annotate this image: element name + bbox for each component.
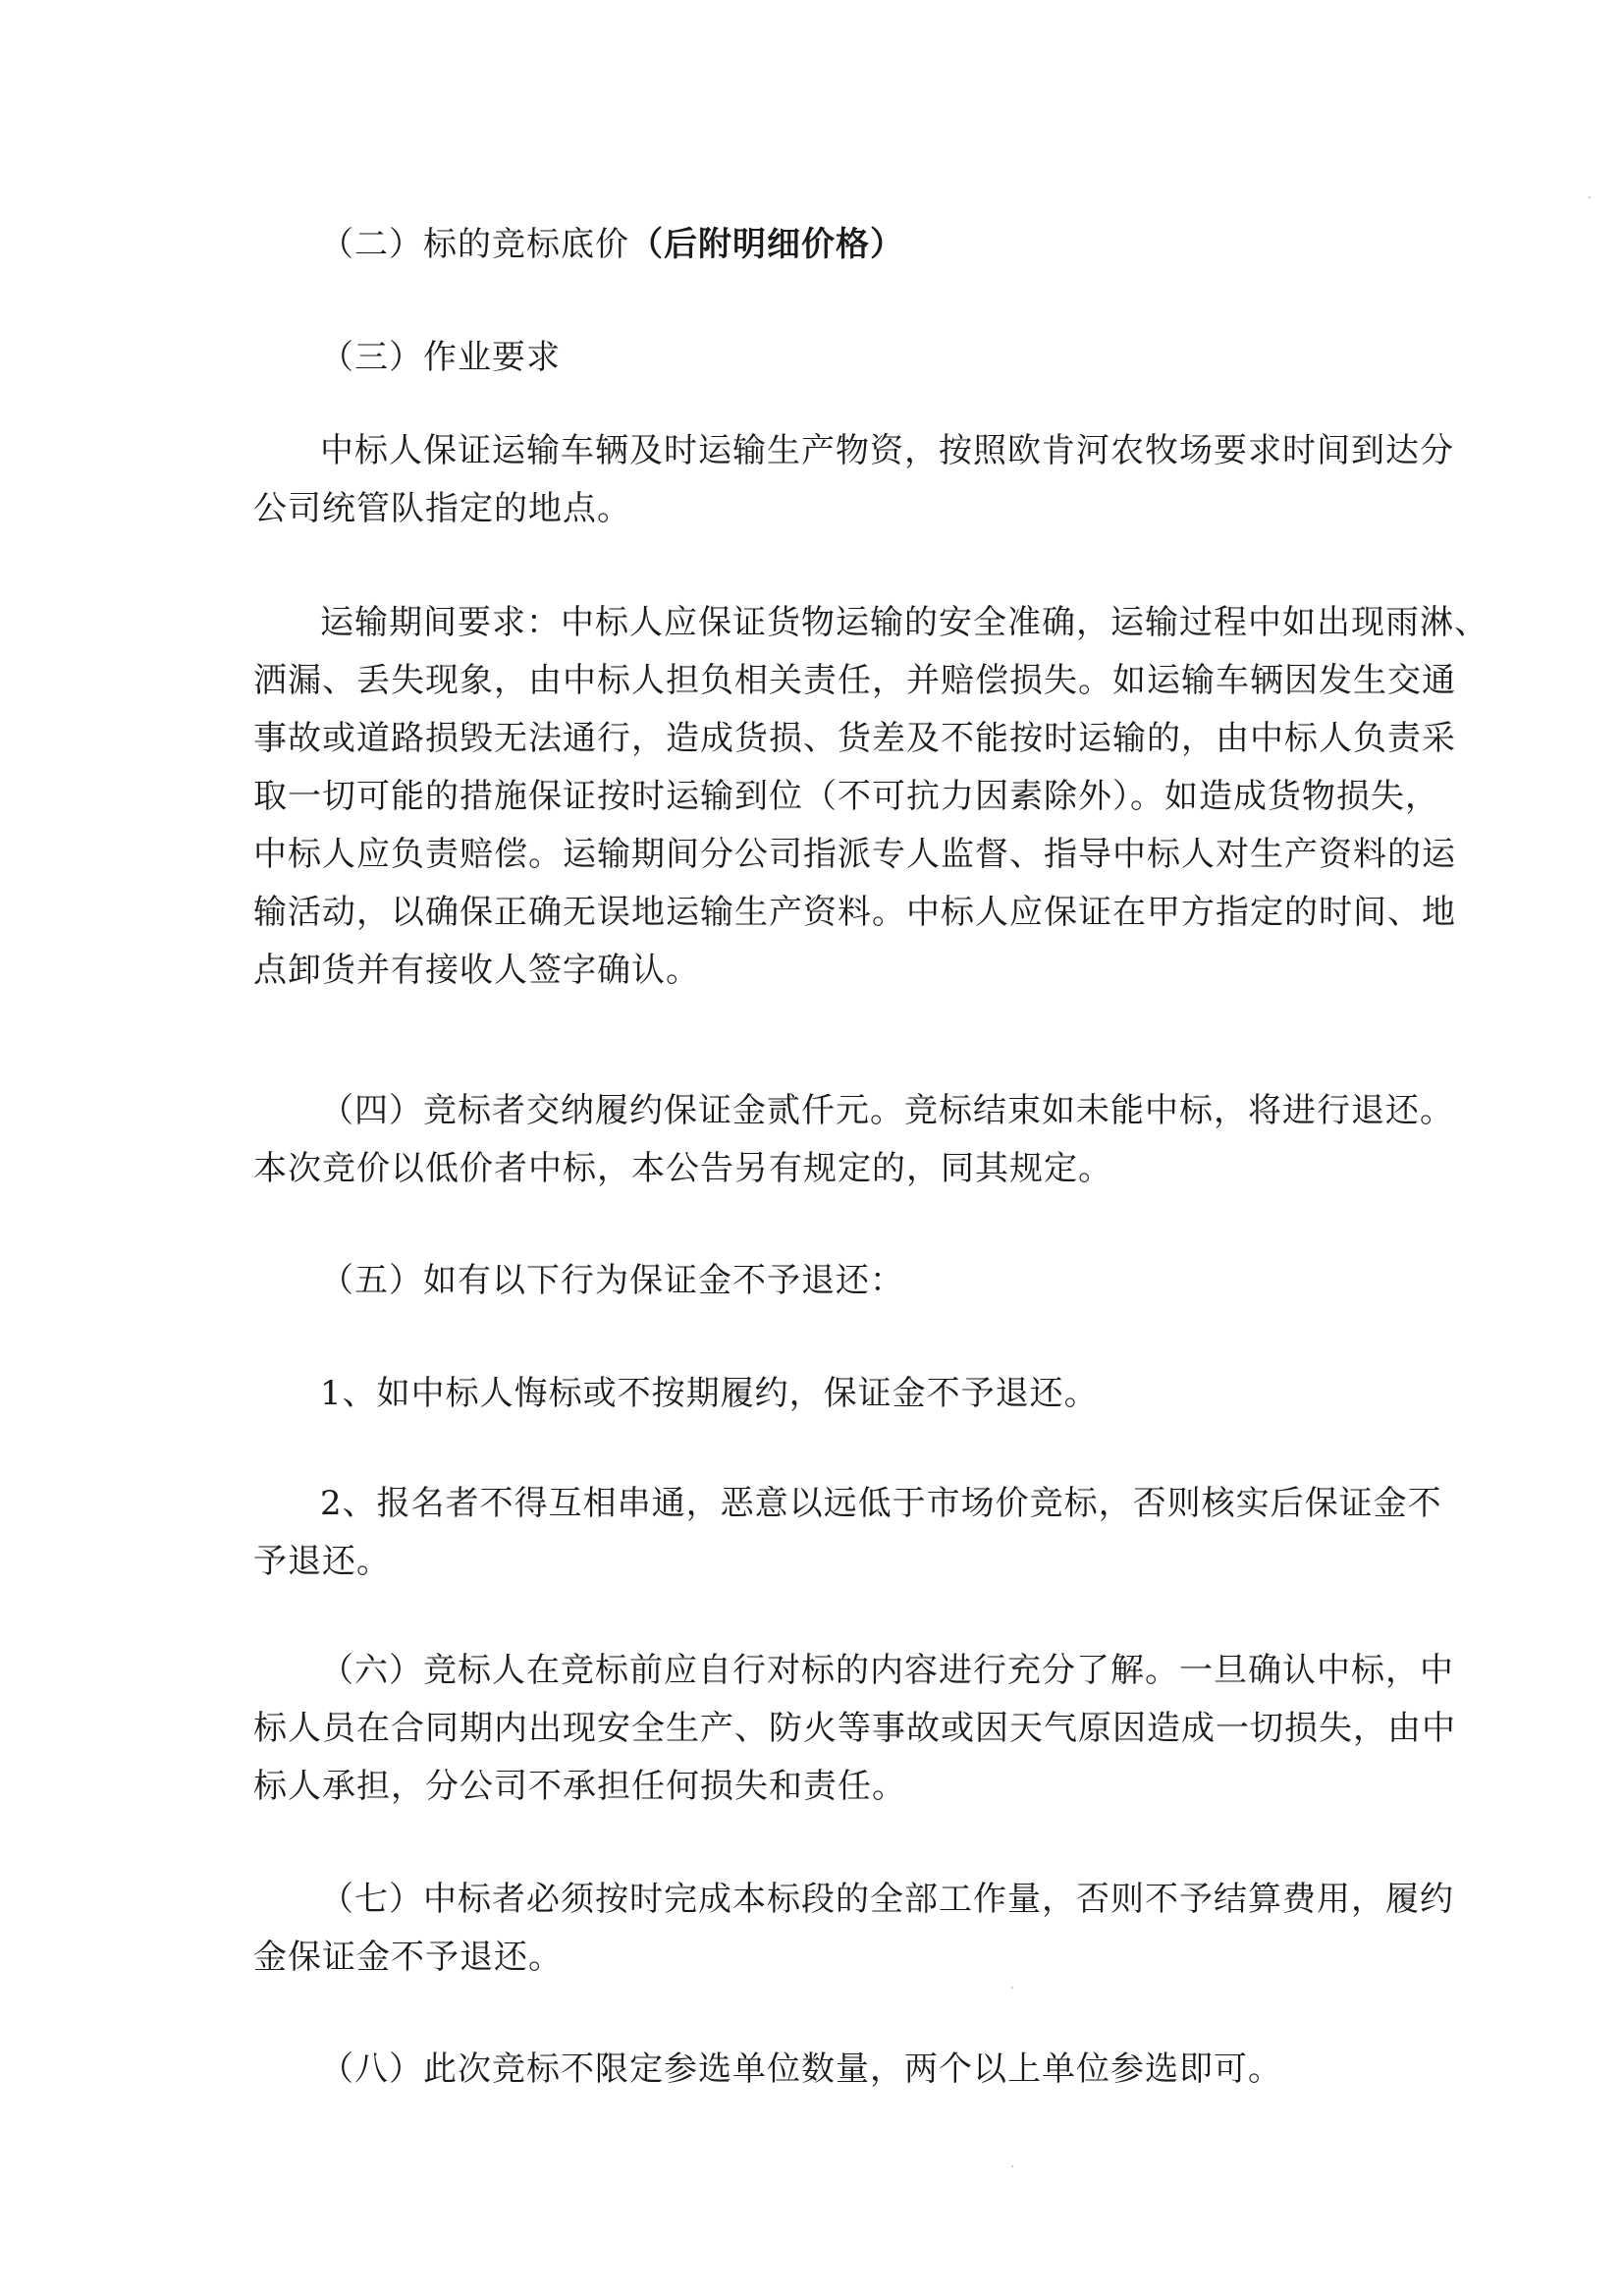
- text-line: 1、如中标人悔标或不按期履约，保证金不予退还。: [320, 1374, 1099, 1413]
- paragraph-base-price: [253, 216, 1392, 274]
- text-line: 事故或道路损毁无法通行，造成货损、货差及不能按时运输的，由中标人负责采: [253, 719, 1456, 758]
- paragraph-completion-requirement: [253, 1871, 1454, 1987]
- paragraph-participant-count: [253, 2041, 1392, 2099]
- text-line: 金保证金不予退还。: [253, 1938, 563, 1977]
- scan-speck: [1011, 2165, 1013, 2167]
- paragraph-forfeit-item-2: [253, 1475, 1442, 1591]
- text-line: 中标人应负责赔偿。运输期间分公司指派专人监督、指导中标人对生产资料的运: [253, 835, 1456, 874]
- text-line: （七）中标者必须按时完成本标段的全部工作量，否则不予结算费用，履约: [320, 1880, 1454, 1919]
- text-line: 标人员在合同期内出现安全生产、防火等事故或因天气原因造成一切损失，由中: [253, 1709, 1456, 1748]
- paragraph-transport-guarantee: [253, 422, 1454, 538]
- text-line: 本次竞价以低价者中标，本公告另有规定的，同其规定。: [253, 1149, 1112, 1188]
- text-line: 公司统管队指定的地点。: [253, 489, 631, 528]
- paragraph-performance-deposit: [253, 1082, 1454, 1198]
- text-line: 中标人保证运输车辆及时运输生产物资，按照欧肯河农牧场要求时间到达分: [320, 431, 1454, 470]
- text-line: （六）竞标人在竞标前应自行对标的内容进行充分了解。一旦确认中标，中: [320, 1651, 1454, 1690]
- paragraph-bidder-due-diligence: [253, 1642, 1456, 1816]
- text-line: 标人承担，分公司不承担任何损失和责任。: [253, 1767, 906, 1806]
- text-line: 2、报名者不得互相串通，恶意以远低于市场价竞标，否则核实后保证金不: [320, 1484, 1442, 1523]
- text-line: 予退还。: [253, 1542, 391, 1581]
- base-price-note: （后附明细价格）: [629, 225, 904, 264]
- work-requirements-heading: （三）作业要求: [320, 338, 561, 377]
- text-line: 输活动，以确保正确无误地运输生产资料。中标人应保证在甲方指定的时间、地: [253, 893, 1456, 932]
- text-line: 运输期间要求：中标人应保证货物运输的安全准确，运输过程中如出现雨淋、: [320, 603, 1488, 642]
- paragraph-work-requirements-heading: [253, 329, 1392, 387]
- text-line: （四）竞标者交纳履约保证金贰仟元。竞标结束如未能中标，将进行退还。: [320, 1091, 1454, 1130]
- text-line: 洒漏、丢失现象，由中标人担负相关责任，并赔偿损失。如运输车辆因发生交通: [253, 661, 1456, 700]
- base-price-text: （二）标的竞标底价: [320, 225, 629, 264]
- scan-speck: [1589, 196, 1591, 198]
- text-line: （八）此次竞标不限定参选单位数量，两个以上单位参选即可。: [320, 2050, 1282, 2089]
- paragraph-deposit-forfeit-heading: [253, 1252, 1392, 1310]
- text-line: （五）如有以下行为保证金不予退还：: [320, 1261, 904, 1300]
- scan-speck: [1011, 1987, 1013, 1989]
- text-line: 取一切可能的措施保证按时运输到位（不可抗力因素除外）。如造成货物损失，: [253, 777, 1439, 816]
- paragraph-transport-period-requirements: [253, 594, 1488, 1000]
- paragraph-forfeit-item-1: [253, 1365, 1392, 1423]
- text-line: 点卸货并有接收人签字确认。: [253, 951, 700, 990]
